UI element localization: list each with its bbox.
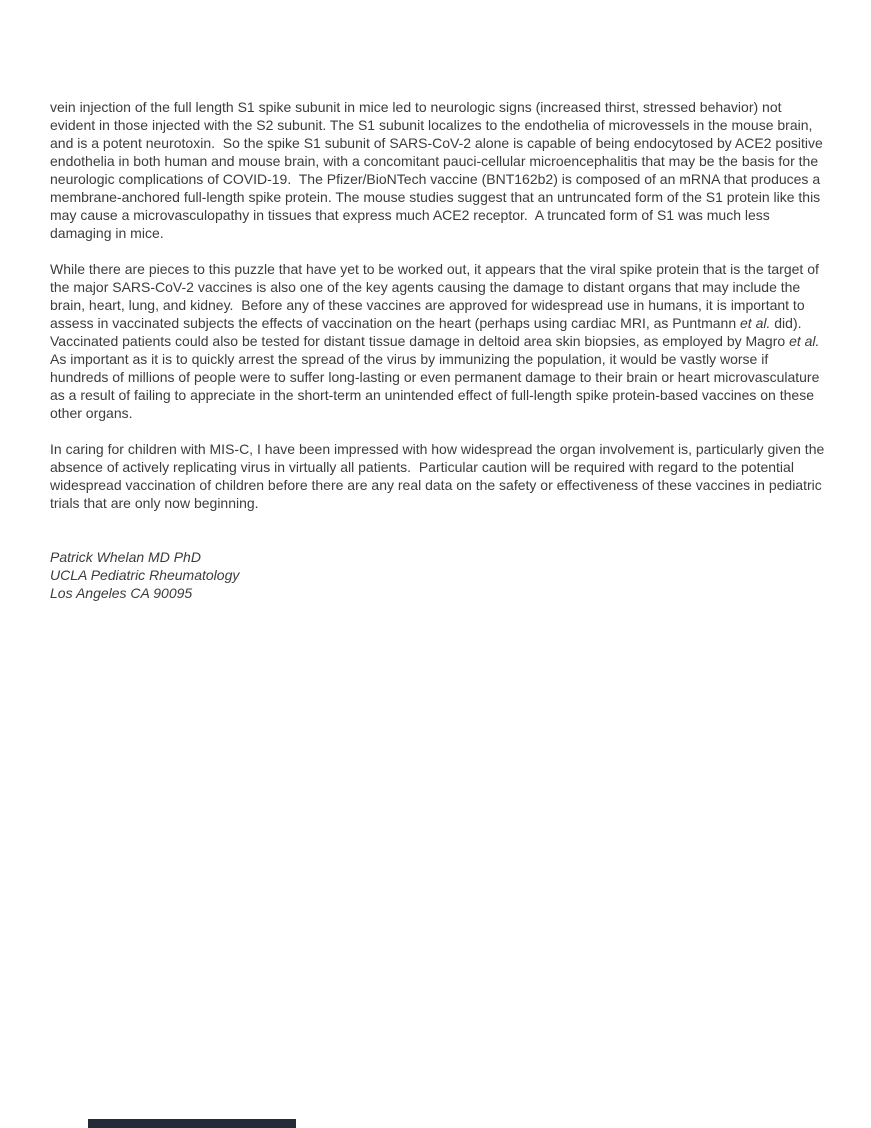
text-segment: As important as it is to quickly arrest the spread of the virus by immunizing the population, it would be vastly worse if hundreds of millions of people were to suffer long-lasting or even permanent damage to their brain or heart microvasculature as a result of failing to appreciate in the short-term an unintended effect of full-length spike protein-based vaccines on these other organs. bbox=[50, 333, 827, 421]
signature-line: Los Angeles CA 90095 bbox=[50, 585, 193, 601]
italic-text-segment: et al. bbox=[740, 315, 771, 331]
paragraph-2 bbox=[50, 260, 826, 422]
paragraph-3 bbox=[50, 440, 829, 512]
paragraph-1 bbox=[50, 98, 826, 242]
text-segment: While there are pieces to this puzzle that have yet to be worked out, it appears that the viral spike protein that is the target of the major SARS-CoV-2 vaccines is also one of the key agents causing the damage to distant organs that may include the brain, heart, lung, and kidney. Before any of these vaccines are approved for widespread use in humans, it is important to assess in vaccinated subjects the effects of vaccination on the heart (perhaps using cardiac MRI, as Puntmann bbox=[50, 261, 823, 331]
cropped-ui-bar-artifact bbox=[88, 1119, 296, 1128]
letter-paragraphs bbox=[50, 98, 829, 512]
text-segment: did). Vaccinated patients could also be tested for distant tissue damage in deltoid area skin biopsies, as employed by Magro bbox=[50, 315, 810, 349]
italic-text-segment: et al. bbox=[789, 333, 820, 349]
text-segment: In caring for children with MIS-C, I have been impressed with how widespread the organ involvement is, particularly given the absence of actively replicating virus in virtually all patients. Particular caution will be required with regard to the potential widespread vaccination of children before there are any real data on the safety or effectiveness of these vaccines in pediatric trials that are only now beginning. bbox=[50, 441, 829, 511]
signature-block bbox=[50, 548, 826, 602]
signature-line: Patrick Whelan MD PhD bbox=[50, 549, 201, 565]
signature-line: UCLA Pediatric Rheumatology bbox=[50, 567, 240, 583]
text-segment: vein injection of the full length S1 spike subunit in mice led to neurologic signs (increased thirst, stressed behavior) not evident in those injected with the S2 subunit. The S1 subunit localizes to the endothelia of microvessels in the mouse brain, and is a potent neurotoxin. So the spike S1 subunit of SARS-CoV-2 alone is capable of being endocytosed by ACE2 positive endothelia in both human and mouse brain, with a concomitant pauci-cellular microencephalitis that may be the basis for the neurologic complications of COVID-19. The Pfizer/BioNTech vaccine (BNT162b2) is composed of an mRNA that produces a membrane-anchored full-length spike protein. The mouse studies suggest that an untruncated form of the S1 protein like this may cause a microvasculopathy in tissues that express much ACE2 receptor. A truncated form of S1 was much less damaging in mice. bbox=[50, 99, 827, 241]
letter-body bbox=[50, 98, 829, 602]
